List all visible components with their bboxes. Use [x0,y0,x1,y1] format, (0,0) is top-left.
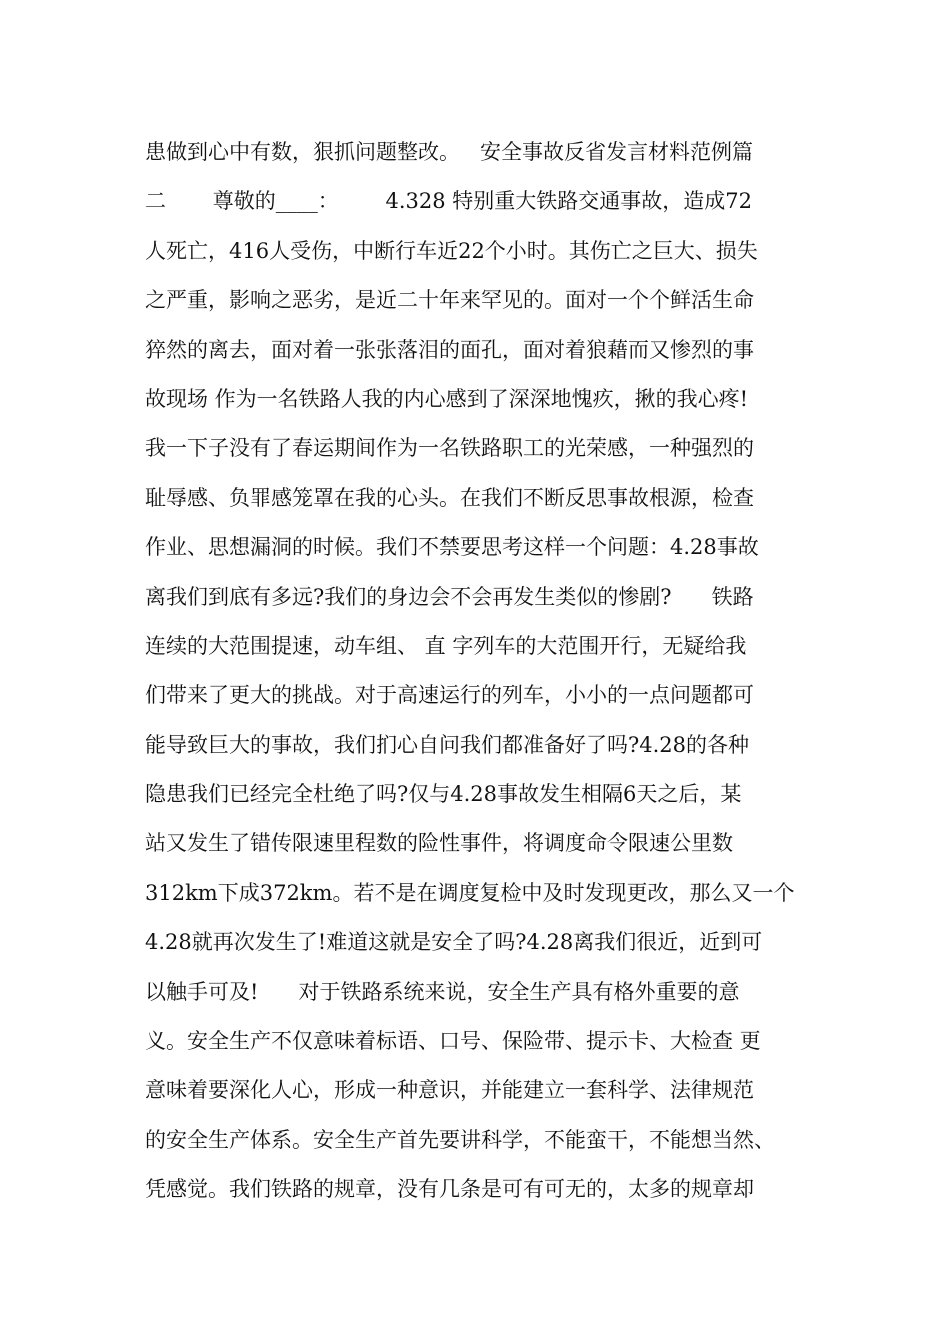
text-line: 猝然的离去，面对着一张张落泪的面孔，面对着狼藉而又惨烈的事 [145,337,754,362]
text-line: 作业、思想漏洞的时候。我们不禁要思考这样一个问题：4.28事故 [145,535,759,560]
text-line: 能导致巨大的事故，我们扪心自问我们都准备好了吗?4.28的各种 [145,732,750,757]
text-line: 人死亡，416人受伤，中断行车近22个小时。其伤亡之巨大、损失 [145,238,758,263]
text-line: 二 尊敬的____： 4.328 特别重大铁路交通事故，造成72 [145,189,752,214]
text-line: 离我们到底有多远?我们的身边会不会再发生类似的惨剧? 铁路 [145,584,754,609]
text-line: 们带来了更大的挑战。对于高速运行的列车，小小的一点问题都可 [145,683,754,708]
text-line: 隐患我们已经完全杜绝了吗?仅与4.28事故发生相隔6天之后，某 [145,782,742,807]
text-line: 连续的大范围提速，动车组、 直 字列车的大范围开行，无疑给我 [145,633,747,658]
text-line: 故现场 作为一名铁路人我的内心感到了深深地愧疚，揪的我心疼! [145,386,749,411]
text-line: 以触手可及! 对于铁路系统来说，安全生产具有格外重要的意 [145,979,740,1004]
text-line: 耻辱感、负罪感笼罩在我的心头。在我们不断反思事故根源，检查 [145,485,754,510]
text-line: 义。安全生产不仅意味着标语、口号、保险带、提示卡、大检查 更 [145,1029,761,1054]
body-text [145,128,825,1215]
text-line: 意味着要深化人心，形成一种意识，并能建立一套科学、法律规范 [145,1078,754,1103]
text-line: 312km下成372km。若不是在调度复检中及时发现更改，那么又一个 [145,880,795,905]
text-line: 4.28就再次发生了!难道这就是安全了吗?4.28离我们很近，近到可 [145,930,763,955]
text-line: 站又发生了错传限速里程数的险性事件，将调度命令限速公里数 [145,831,733,856]
text-line: 患做到心中有数，狠抓问题整改。 安全事故反省发言材料范例篇 [145,140,754,164]
text-line: 的安全生产体系。安全生产首先要讲科学，不能蛮干，不能想当然、 [145,1127,775,1152]
text-line: 我一下子没有了春运期间作为一名铁路职工的光荣感，一种强烈的 [145,436,754,461]
text-line: 之严重，影响之恶劣，是近二十年来罕见的。面对一个个鲜活生命 [145,288,754,313]
text-line: 凭感觉。我们铁路的规章，没有几条是可有可无的，太多的规章却 [145,1177,754,1202]
